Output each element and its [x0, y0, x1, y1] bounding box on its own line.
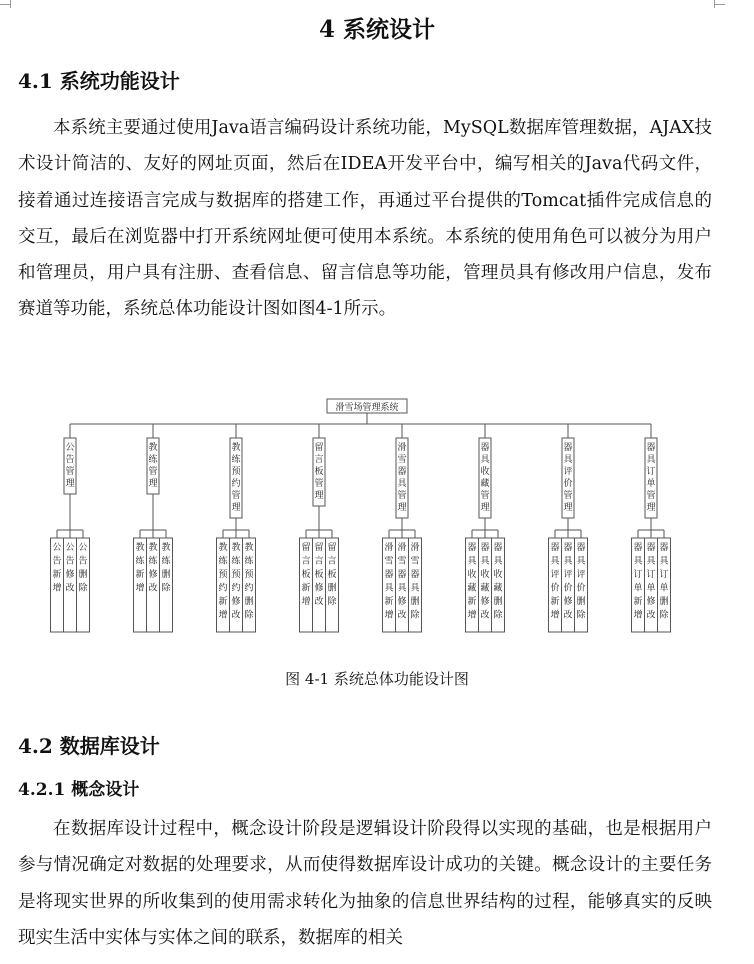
sub-node-label: 教练预约新增: [218, 543, 228, 621]
sub-node-label: 滑雪器具修改: [397, 543, 407, 621]
sub-node-label: 教练新增: [135, 543, 145, 594]
chapter-title: 4 系统设计: [318, 16, 435, 43]
module-label: 器具订单管理: [646, 443, 656, 513]
sub-node-label: 公告删除: [78, 543, 88, 594]
module-label: 器具评价管理: [563, 443, 573, 513]
sub-node-label: 器具收藏删除: [493, 543, 503, 621]
sub-node-label: 教练预约删除: [244, 543, 254, 621]
section-title-function-design: 4.1 系统功能设计: [18, 69, 180, 93]
sub-node-label: 器具评价新增: [550, 543, 560, 621]
concept-design-paragraph: 在数据库设计过程中，概念设计阶段是逻辑设计阶段得以实现的基础，也是根据用户参与情况确定对数据的处理要求，从而使得数据库设计成功的关键。概念设计的主要任务是将现实世界的所收集到的使用需求转化为抽象的信息世界结构的过程，能够真实的反映现实生活中实体与实体之间的联系，数据库的相关: [18, 819, 712, 948]
section-title-database-design: 4.2 数据库设计: [18, 734, 160, 758]
sub-node-label: 器具订单删除: [659, 543, 669, 621]
sub-node-label: 教练修改: [148, 543, 158, 594]
sub-node-label: 教练删除: [161, 543, 171, 594]
module-label: 教练预约管理: [231, 443, 241, 513]
sub-node-label: 滑雪器具新增: [384, 543, 394, 621]
sub-node-label: 公告新增: [52, 543, 62, 594]
module-label: 留言板管理: [314, 443, 324, 501]
sub-node-label: 器具收藏新增: [467, 543, 477, 621]
sub-node-label: 留言板删除: [327, 543, 337, 607]
sub-node-label: 器具订单修改: [646, 543, 656, 621]
page-corner-mark-left-h: [0, 4, 10, 5]
sub-node-label: 留言板新增: [301, 543, 311, 607]
function-design-paragraph: 本系统主要通过使用Java语言编码设计系统功能，MySQL数据库管理数据，AJAX技术设计简洁的、友好的网址页面，然后在IDEA开发平台中，编写相关的Java代码文件，接着通过连接语言完成与数据库的搭建工作，再通过平台提供的Tomcat插件完成信息的交互，最后在浏览器中打开系统网址便可使用本系统。本系统的使用角色可以被分为用户和管理员，用户具有注册、查看信息、留言信息等功能，管理员具有修改用户信息，发布赛道等功能，系统总体功能设计图如图4-1所示。: [18, 118, 712, 320]
module-label: 滑雪器具管理: [397, 443, 407, 513]
sub-node-label: 滑雪器具删除: [410, 543, 420, 621]
root-node-label: 滑雪场管理系统: [335, 403, 399, 413]
page-corner-mark-right-h: [715, 4, 725, 5]
page-corner-mark-left: [10, 0, 11, 8]
subsection-title-concept-design: 4.2.1 概念设计: [18, 780, 140, 800]
figure-caption: 图 4-1 系统总体功能设计图: [285, 670, 469, 688]
sub-node-label: 留言板修改: [314, 543, 324, 607]
sub-node-label: 公告修改: [65, 543, 75, 594]
sub-node-label: 器具订单新增: [633, 543, 643, 621]
module-label: 教练管理: [148, 443, 158, 489]
function-structure-diagram: [0, 390, 754, 640]
sub-node-label: 教练预约修改: [231, 543, 241, 621]
sub-node-label: 器具评价修改: [563, 543, 573, 621]
module-label: 公告管理: [65, 443, 75, 489]
sub-node-label: 器具评价删除: [576, 543, 586, 621]
sub-node-label: 器具收藏修改: [480, 543, 490, 621]
module-label: 器具收藏管理: [480, 443, 490, 513]
